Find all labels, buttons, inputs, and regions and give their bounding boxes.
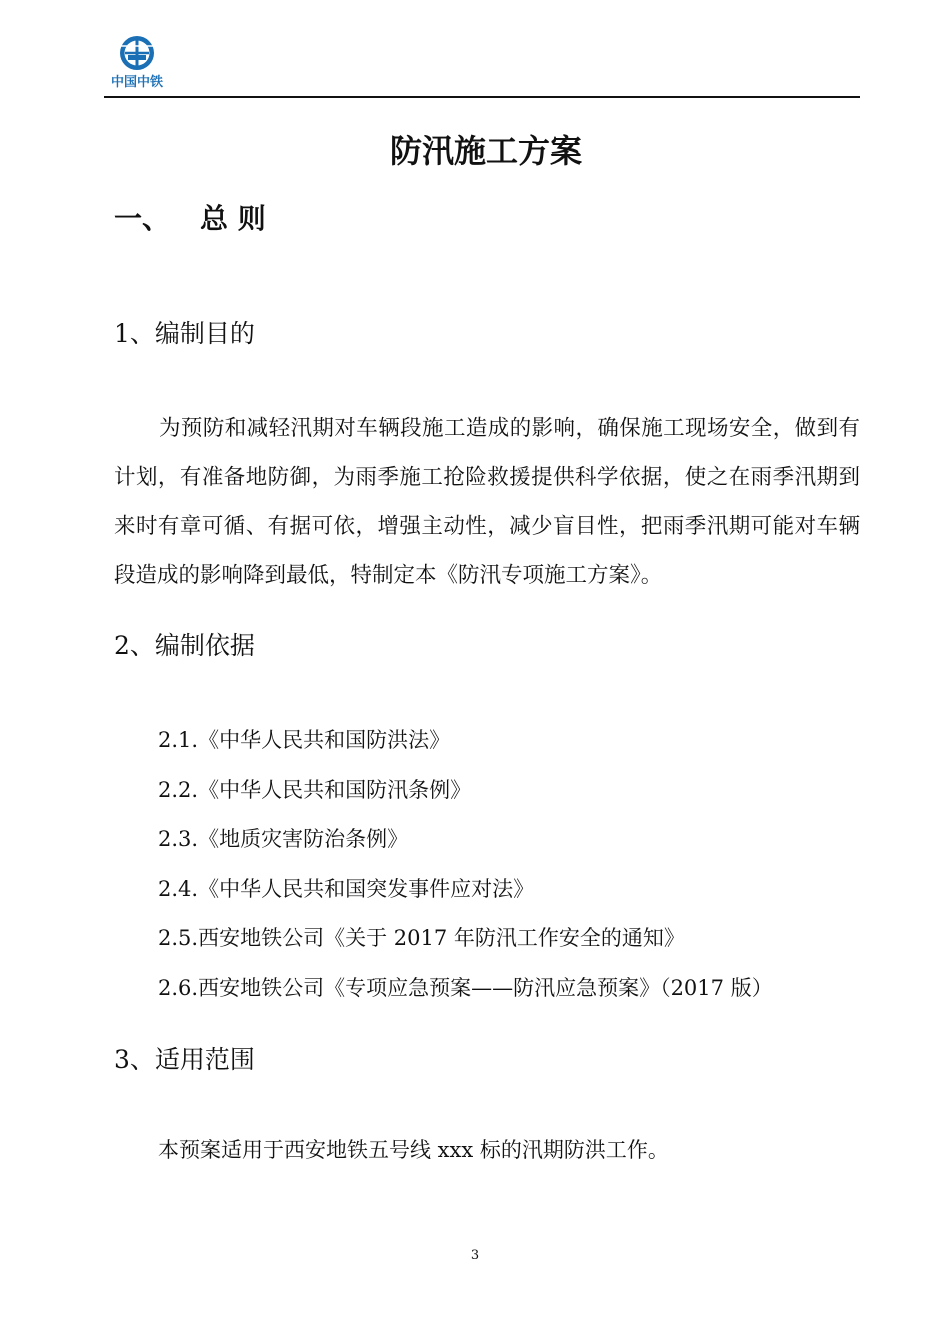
heading-scope: 3、适用范围	[114, 1045, 255, 1074]
basis-item: 2.4.《中华人民共和国突发事件应对法》	[158, 877, 535, 901]
scope-paragraph: 本预案适用于西安地铁五号线 xxx 标的汛期防洪工作。	[158, 1138, 669, 1162]
logo-emblem-icon	[104, 34, 170, 72]
basis-item: 2.3.《地质灾害防治条例》	[158, 827, 409, 851]
purpose-paragraph: 为预防和减轻汛期对车辆段施工造成的影响，确保施工现场安全，做到有计划，有准备地防御，为雨季施工抢险救援提供科学依据，使之在雨季汛期到来时有章可循、有据可依，增强主动性，减少盲目性，把雨季汛期可能对车辆段造成的影响降到最低，特制定本《防汛专项施工方案》。	[114, 416, 860, 588]
page-number: 3	[470, 1248, 480, 1263]
section-title: 总 则	[200, 202, 266, 235]
section-heading	[114, 197, 266, 237]
section-number: 一、	[114, 202, 171, 235]
heading-basis: 2、编制依据	[114, 631, 255, 660]
company-logo	[104, 34, 170, 90]
header-divider	[104, 96, 860, 98]
basis-item: 2.1.《中华人民共和国防洪法》	[158, 728, 451, 752]
basis-item: 2.6.西安地铁公司《专项应急预案——防汛应急预案》（2017 版）	[158, 976, 773, 1000]
basis-item: 2.2.《中华人民共和国防汛条例》	[158, 778, 472, 802]
basis-item: 2.5.西安地铁公司《关于 2017 年防汛工作安全的通知》	[158, 926, 685, 950]
heading-purpose: 1、编制目的	[114, 319, 255, 348]
document-title: 防汛施工方案	[389, 132, 582, 170]
logo-text: 中国中铁	[110, 75, 163, 90]
